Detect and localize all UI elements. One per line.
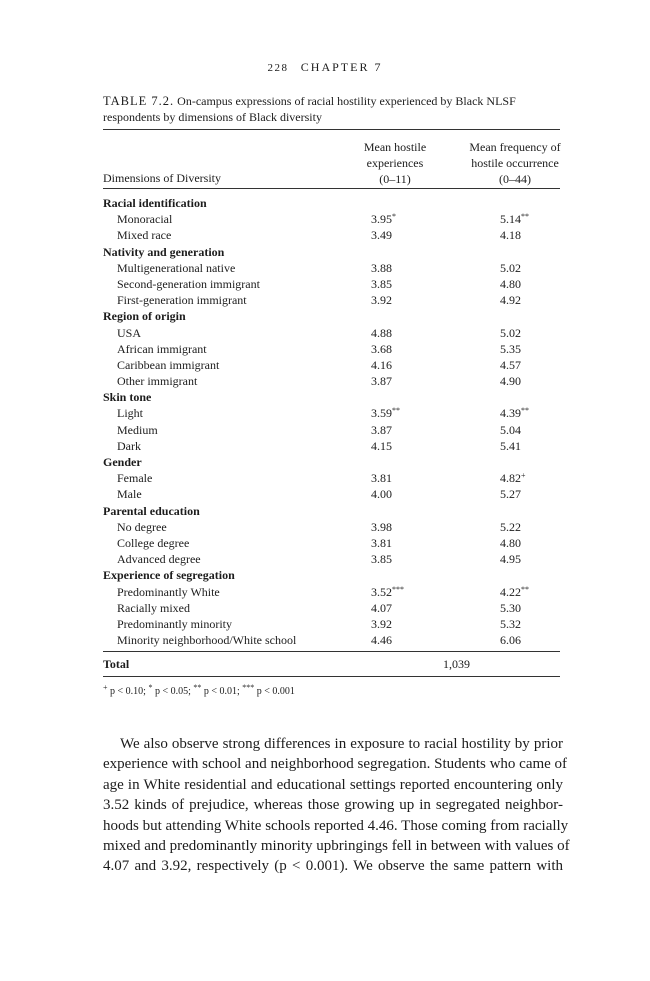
table-row [103, 341, 560, 357]
mean-hostile-value [371, 276, 392, 292]
row-label: Minority neighborhood/White school [117, 633, 297, 648]
note-text: p < 0.01; [201, 686, 243, 697]
cell-number: 3.59 [371, 406, 392, 421]
row-label: Male [117, 487, 142, 502]
cell-number: 4.90 [500, 374, 521, 389]
note-marker: *** [242, 683, 255, 692]
mean-hostile-value [371, 292, 392, 308]
table-row [103, 422, 560, 438]
mean-hostile-value [371, 584, 404, 600]
table-row [103, 535, 560, 551]
row-label: College degree [117, 535, 190, 550]
significance-marker: *** [392, 584, 404, 594]
cell-number: 3.87 [371, 422, 392, 437]
row-label: Light [117, 406, 143, 421]
cell-number: 4.80 [500, 535, 521, 550]
mean-frequency-value [500, 470, 526, 486]
column-header-dimensions: Dimensions of Diversity [103, 171, 221, 185]
paragraph-line: age in White residential and educational settings reported encountering only [103, 776, 563, 793]
mean-frequency-value [500, 632, 521, 648]
note-text: p < 0.001 [254, 686, 295, 697]
cell-number: 3.92 [371, 293, 392, 308]
cell-number: 3.88 [371, 260, 392, 275]
cell-number: 4.92 [500, 293, 521, 308]
significance-marker: + [521, 471, 526, 481]
table-bottom-rule [103, 676, 560, 677]
cell-number: 3.98 [371, 519, 392, 534]
mean-frequency-value [500, 341, 521, 357]
row-label: USA [117, 325, 142, 340]
cell-number: 3.49 [371, 228, 392, 243]
mean-frequency-value [500, 519, 521, 535]
cell-number: 3.81 [371, 471, 392, 486]
table-category-row [103, 503, 560, 519]
cell-number: 4.18 [500, 228, 521, 243]
column-header-hostile-experiences [335, 139, 455, 187]
table-row [103, 519, 560, 535]
mean-frequency-value [500, 422, 521, 438]
cell-number: 5.14 [500, 212, 521, 227]
table-top-rule [103, 129, 560, 130]
paragraph-line: hoods but attending White schools reported 4.46. Those coming from racially [103, 817, 569, 834]
cell-number: 4.80 [500, 276, 521, 291]
running-head [0, 60, 650, 75]
category-label: Experience of segregation [103, 568, 235, 583]
note-marker: * [148, 683, 153, 692]
cell-number: 3.87 [371, 374, 392, 389]
total-value: 1,039 [443, 657, 470, 671]
mean-hostile-value [371, 227, 392, 243]
row-label: Caribbean immigrant [117, 357, 220, 372]
table-row [103, 616, 560, 632]
paragraph-line: experience with school and neighborhood segregation. Students who came of [103, 756, 568, 773]
mean-hostile-value [371, 551, 392, 567]
cell-number: 3.92 [371, 616, 392, 631]
mean-hostile-value [371, 405, 400, 421]
column-header-hostile-frequency [455, 139, 575, 187]
table-row [103, 227, 560, 243]
cell-number: 4.22 [500, 584, 521, 599]
row-label: Medium [117, 422, 158, 437]
mean-hostile-value [371, 260, 392, 276]
category-label: Gender [103, 455, 142, 469]
mean-frequency-value [500, 260, 521, 276]
mean-frequency-value [500, 227, 521, 243]
significance-marker: ** [521, 212, 529, 222]
row-label: Racially mixed [117, 600, 190, 615]
cell-number: 4.88 [371, 325, 392, 340]
mean-hostile-value [371, 438, 392, 454]
row-label: First-generation immigrant [117, 293, 247, 308]
mean-frequency-value [500, 292, 521, 308]
significance-marker: * [392, 212, 396, 222]
cell-number: 5.02 [500, 325, 521, 340]
column-header-line: Mean hostile [363, 140, 427, 154]
mean-frequency-value [500, 276, 521, 292]
table-category-row [103, 195, 560, 211]
category-label: Racial identification [103, 196, 207, 210]
column-header-line: experiences [366, 156, 424, 170]
row-label: Advanced degree [117, 552, 201, 567]
column-header-line: hostile occurrence [471, 156, 559, 170]
table-row [103, 211, 560, 227]
cell-number: 5.04 [500, 422, 521, 437]
paragraph-line: mixed and predominantly minority upbringings fell in between with values of [103, 838, 570, 855]
cell-number: 3.52 [371, 584, 392, 599]
note-marker: ** [193, 683, 202, 692]
cell-number: 3.81 [371, 535, 392, 550]
mean-hostile-value [371, 632, 392, 648]
mean-frequency-value [500, 616, 521, 632]
mean-hostile-value [371, 341, 392, 357]
cell-number: 4.57 [500, 357, 521, 372]
mean-hostile-value [371, 519, 392, 535]
cell-number: 6.06 [500, 633, 521, 648]
note-marker: + [103, 683, 108, 692]
table-row [103, 551, 560, 567]
mean-frequency-value [500, 357, 521, 373]
row-label: Mixed race [117, 228, 172, 243]
table-caption-text: On-campus expressions of racial hostility experienced by Black NLSF respondents by dimensions of Black diversity [103, 94, 516, 124]
cell-number: 3.85 [371, 276, 392, 291]
row-label: Female [117, 471, 153, 486]
cell-number: 5.22 [500, 519, 521, 534]
cell-number: 4.00 [371, 487, 392, 502]
table-row [103, 438, 560, 454]
table-category-row [103, 244, 560, 260]
significance-marker: ** [521, 406, 529, 416]
mean-frequency-value [500, 551, 521, 567]
chapter-label: CHAPTER 7 [300, 60, 383, 74]
table-row [103, 632, 560, 648]
cell-number: 4.82 [500, 471, 521, 486]
cell-number: 5.30 [500, 600, 521, 615]
mean-frequency-value [500, 584, 529, 600]
table-row [103, 357, 560, 373]
cell-number: 4.15 [371, 438, 392, 453]
mean-frequency-value [500, 405, 529, 421]
row-label: Other immigrant [117, 374, 198, 389]
table-note [103, 683, 295, 697]
row-label: Second-generation immigrant [117, 276, 260, 291]
row-label: Multigenerational native [117, 260, 236, 275]
row-label: Dark [117, 438, 141, 453]
table-row [103, 292, 560, 308]
total-label: Total [103, 657, 130, 671]
mean-frequency-value [500, 486, 521, 502]
table-body [103, 195, 560, 648]
table-row [103, 325, 560, 341]
table-row [103, 470, 560, 486]
table-row [103, 276, 560, 292]
table-total-rule [103, 651, 560, 652]
mean-frequency-value [500, 211, 529, 227]
table-caption [103, 94, 563, 125]
body-paragraph [103, 734, 570, 877]
table-row [103, 584, 560, 600]
row-label: Predominantly White [117, 584, 220, 599]
table-row [103, 486, 560, 502]
mean-hostile-value [371, 357, 392, 373]
note-text: p < 0.10; [107, 686, 149, 697]
table-category-row [103, 389, 560, 405]
paragraph-line: We also observe strong differences in exposure to racial hostility by prior [120, 736, 563, 752]
mean-frequency-value [500, 438, 521, 454]
table-row [103, 405, 560, 421]
cell-number: 4.95 [500, 552, 521, 567]
column-header-line: (0–11) [379, 172, 411, 186]
cell-number: 5.32 [500, 616, 521, 631]
row-label: Monoracial [117, 212, 173, 227]
cell-number: 4.46 [371, 633, 392, 648]
cell-number: 4.39 [500, 406, 521, 421]
table-header-rule [103, 188, 560, 189]
cell-number: 4.16 [371, 357, 392, 372]
row-label: African immigrant [117, 341, 207, 356]
row-label: Predominantly minority [117, 616, 232, 631]
cell-number: 3.95 [371, 212, 392, 227]
mean-hostile-value [371, 535, 392, 551]
significance-marker: ** [392, 406, 400, 416]
category-label: Parental education [103, 503, 200, 518]
mean-frequency-value [500, 325, 521, 341]
mean-hostile-value [371, 422, 392, 438]
cell-number: 5.27 [500, 487, 521, 502]
mean-frequency-value [500, 373, 521, 389]
table-category-row [103, 308, 560, 324]
paragraph-line: 4.07 and 3.92, respectively (p < 0.001). We observe the same pattern with [103, 858, 563, 875]
significance-marker: ** [521, 584, 529, 594]
total-row [103, 656, 560, 672]
table-row [103, 600, 560, 616]
column-header-line: Mean frequency of [469, 140, 561, 154]
mean-hostile-value [371, 373, 392, 389]
cell-number: 5.02 [500, 260, 521, 275]
cell-number: 5.35 [500, 341, 521, 356]
category-label: Nativity and generation [103, 244, 225, 259]
table-label: TABLE 7.2. [103, 94, 175, 108]
cell-number: 5.41 [500, 438, 521, 453]
category-label: Region of origin [103, 309, 186, 324]
mean-hostile-value [371, 325, 392, 341]
mean-frequency-value [500, 535, 521, 551]
cell-number: 3.85 [371, 552, 392, 567]
mean-hostile-value [371, 470, 392, 486]
mean-frequency-value [500, 600, 521, 616]
paragraph-line: 3.52 kinds of prejudice, whereas those growing up in segregated neighbor- [103, 797, 563, 814]
mean-hostile-value [371, 211, 396, 227]
mean-hostile-value [371, 486, 392, 502]
column-header-line: (0–44) [499, 172, 531, 186]
row-label: No degree [117, 519, 167, 534]
table-row [103, 373, 560, 389]
page-number: 228 [267, 62, 289, 74]
mean-hostile-value [371, 616, 392, 632]
table-category-row [103, 454, 560, 470]
mean-hostile-value [371, 600, 392, 616]
cell-number: 4.07 [371, 600, 392, 615]
table-category-row [103, 567, 560, 583]
category-label: Skin tone [103, 390, 152, 405]
cell-number: 3.68 [371, 341, 392, 356]
note-text: p < 0.05; [152, 686, 194, 697]
table-row [103, 260, 560, 276]
